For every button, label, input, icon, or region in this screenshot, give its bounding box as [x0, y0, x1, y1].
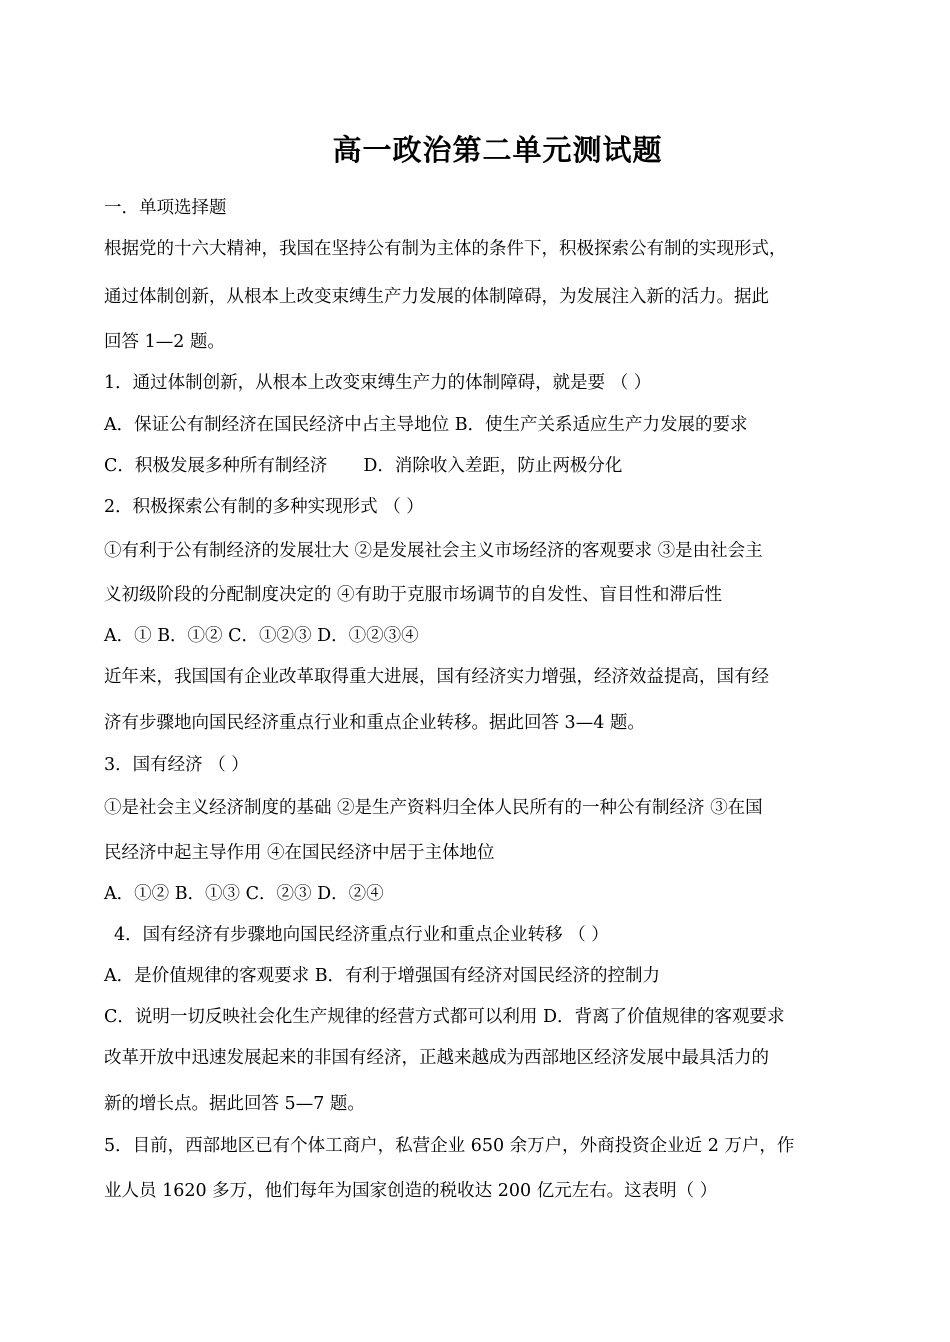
- question-4-stem: 4．国有经济有步骤地向国民经济重点行业和重点企业转移 （ ）: [114, 925, 609, 945]
- question-4-options-ab: A．是价值规律的客观要求 B．有利于增强国有经济对国民经济的控制力: [104, 966, 661, 986]
- question-2-statements-line-2: 义初级阶段的分配制度决定的 ④有助于克服市场调节的自发性、盲目性和滞后性: [104, 585, 723, 605]
- page-title: 高一政治第二单元测试题: [332, 133, 663, 167]
- question-3-stem: 3．国有经济 （ ）: [104, 755, 249, 775]
- section-heading: 一．单项选择题: [104, 198, 227, 218]
- question-1-options-cd: [104, 454, 622, 478]
- question-2-stem: 2．积极探索公有制的多种实现形式 （ ）: [104, 497, 424, 517]
- question-1-option-d: D．消除收入差距，防止两极分化: [363, 456, 623, 476]
- intro-3-line-1: 改革开放中迅速发展起来的非国有经济，正越来越成为西部地区经济发展中最具活力的: [104, 1048, 769, 1068]
- question-1-option-c: C．积极发展多种所有制经济: [104, 456, 328, 476]
- intro-2-line-2: 济有步骤地向国民经济重点行业和重点企业转移。据此回答 3—4 题。: [104, 713, 645, 733]
- question-5-line-1: 5．目前，西部地区已有个体工商户，私营企业 650 余万户，外商投资企业近 2 万户，作: [104, 1136, 795, 1156]
- question-4-options-cd: C．说明一切反映社会化生产规律的经营方式都可以利用 D．背离了价值规律的客观要求: [104, 1007, 785, 1027]
- question-2-statements-line-1: ①有利于公有制经济的发展壮大 ②是发展社会主义市场经济的客观要求 ③是由社会主: [104, 541, 763, 561]
- intro-1-line-2: 通过体制创新，从根本上改变束缚生产力发展的体制障碍，为发展注入新的活力。据此: [104, 287, 769, 307]
- question-1-stem: 1．通过体制创新，从根本上改变束缚生产力的体制障碍，就是要 （ ）: [104, 373, 652, 393]
- question-2-options: A．① B．①② C．①②③ D．①②③④: [104, 626, 419, 646]
- intro-1-line-1: 根据党的十六大精神，我国在坚持公有制为主体的条件下，积极探索公有制的实现形式，: [104, 239, 787, 259]
- intro-3-line-2: 新的增长点。据此回答 5—7 题。: [104, 1094, 365, 1114]
- question-3-statements-line-2: 民经济中起主导作用 ④在国民经济中居于主体地位: [104, 843, 495, 863]
- question-5-line-2: 业人员 1620 多万，他们每年为国家创造的税收达 200 亿元左右。这表明（ ）: [104, 1181, 718, 1201]
- question-3-statements-line-1: ①是社会主义经济制度的基础 ②是生产资料归全体人民所有的一种公有制经济 ③在国: [104, 798, 763, 818]
- intro-1-line-3: 回答 1—2 题。: [104, 332, 225, 352]
- question-1-options-ab: A．保证公有制经济在国民经济中占主导地位 B．使生产关系适应生产力发展的要求: [104, 415, 748, 435]
- question-3-options: A．①② B．①③ C．②③ D．②④: [104, 884, 384, 904]
- intro-2-line-1: 近年来，我国国有企业改革取得重大进展，国有经济实力增强，经济效益提高，国有经: [104, 667, 769, 687]
